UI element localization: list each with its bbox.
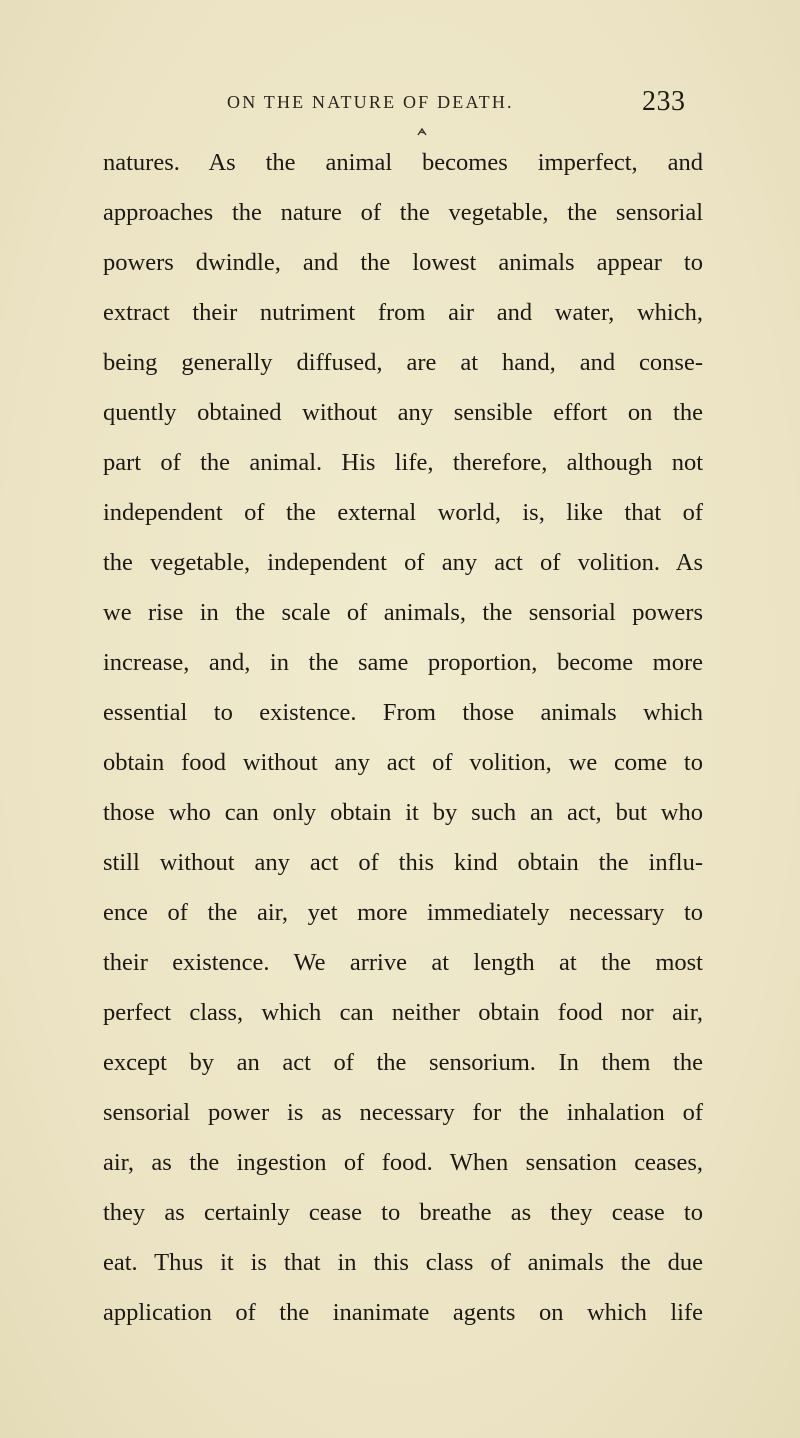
text-line: quently obtained without any sensible effort on the (103, 399, 703, 426)
text-line: air, as the ingestion of food. When sensation ceases, (103, 1149, 703, 1176)
text-line: independent of the external world, is, like that of (103, 499, 703, 526)
text-line: extract their nutriment from air and water, which, (103, 299, 703, 326)
text-line: still without any act of this kind obtain the influ- (103, 849, 703, 876)
text-line: increase, and, in the same proportion, become more (103, 649, 703, 676)
text-line: natures. As the animal becomes imperfect, and (103, 149, 703, 176)
text-line: the vegetable, independent of any act of volition. As (103, 549, 703, 576)
text-line: those who can only obtain it by such an act, but who (103, 799, 703, 826)
text-line: essential to existence. From those animals which (103, 699, 703, 726)
text-line: ence of the air, yet more immediately necessary to (103, 899, 703, 926)
running-head (0, 86, 800, 120)
running-title: ON THE NATURE OF DEATH. (227, 92, 514, 112)
text-line: except by an act of the sensorium. In them the (103, 1049, 703, 1076)
text-line: sensorial power is as necessary for the inhalation of (103, 1099, 703, 1126)
text-line: they as certainly cease to breathe as they cease to (103, 1199, 703, 1226)
text-line: approaches the nature of the vegetable, the sensorial (103, 199, 703, 226)
text-line: application of the inanimate agents on which life (103, 1299, 703, 1326)
ink-speck-mark (417, 128, 427, 137)
text-line: eat. Thus it is that in this class of animals the due (103, 1249, 703, 1276)
text-line: their existence. We arrive at length at the most (103, 949, 703, 976)
text-line: we rise in the scale of animals, the sensorial powers (103, 599, 703, 626)
text-line: perfect class, which can neither obtain food nor air, (103, 999, 703, 1026)
text-line: powers dwindle, and the lowest animals appear to (103, 249, 703, 276)
text-line: obtain food without any act of volition, we come to (103, 749, 703, 776)
text-line: part of the animal. His life, therefore, although not (103, 449, 703, 476)
text-line: being generally diffused, are at hand, and conse- (103, 349, 703, 376)
body-text (103, 138, 703, 1338)
page-number: 233 (642, 86, 686, 117)
